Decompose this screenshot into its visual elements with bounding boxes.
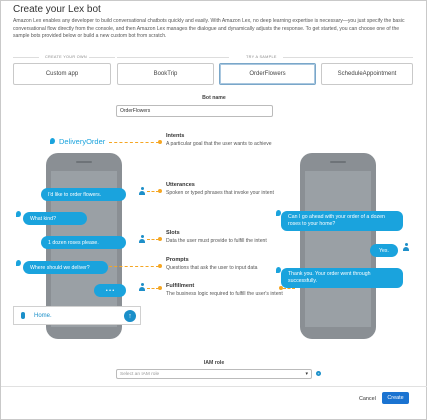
create-button[interactable]: Create <box>382 392 409 404</box>
chat-bubble-user: Yes. <box>370 244 398 257</box>
chat-bubble-bot: Thank you. Your order went through successfully. <box>281 268 403 288</box>
microphone-icon[interactable] <box>21 312 25 319</box>
annotation-intents-title: Intents <box>166 133 185 139</box>
user-icon <box>139 187 145 195</box>
phone-speaker <box>76 161 92 163</box>
annotation-dot <box>158 264 162 268</box>
annotation-dot <box>158 140 162 144</box>
connector-line <box>283 288 295 289</box>
section-label-create-own: CREATE YOUR OWN <box>45 55 87 59</box>
intent-name-label: DeliveryOrder <box>59 137 106 146</box>
annotation-dot <box>158 237 162 241</box>
annotation-dot <box>158 189 162 193</box>
typing-indicator: • • • <box>94 284 126 297</box>
iam-role-label: IAM role <box>203 360 225 366</box>
annotation-utterances-title: Utterances <box>166 182 195 188</box>
cancel-button[interactable]: Cancel <box>359 396 376 402</box>
custom-app-button[interactable]: Custom app <box>13 63 111 85</box>
page-description: Amazon Lex enables any developer to build conversational chatbots quickly and easily. With Amazon Lex, no deep learning expertise is necessary—you just specify the basic conversational flow directly from the console, and then Amazon Lex manages the dialogue and dynamically adjusts the response. To get started, you can choose one of the sample bots provided below or build a new custom bot from scratch. <box>13 18 405 40</box>
chat-bubble-user: 1 dozen roses please. <box>41 236 126 249</box>
user-icon <box>403 243 409 251</box>
chat-bubble-bot: Where should we deliver? <box>23 261 108 274</box>
annotation-prompts-title: Prompts <box>166 257 189 263</box>
iam-role-select[interactable] <box>116 369 312 379</box>
user-icon <box>139 283 145 291</box>
section-label-try-sample: TRY A SAMPLE <box>246 55 277 59</box>
annotation-prompts-text: Questions that ask the user to input data <box>166 265 258 271</box>
phone-screen <box>305 171 371 327</box>
connector-line <box>109 266 159 267</box>
sample-scheduleappointment-button[interactable]: ScheduleAppointment <box>321 63 413 85</box>
chevron-down-icon: ▾ <box>305 371 308 377</box>
divider <box>13 57 39 58</box>
chat-input[interactable] <box>13 306 141 325</box>
chat-input-text: Home. <box>34 312 52 319</box>
right-phone-illustration <box>300 153 376 339</box>
annotation-fulfillment-text: The business logic required to fulfill the user's intent <box>166 291 283 297</box>
chat-bubble-user: I'd like to order flowers. <box>41 188 126 201</box>
annotation-dot <box>158 286 162 290</box>
bot-marker-icon <box>16 211 21 217</box>
annotation-fulfillment-title: Fulfillment <box>166 283 195 289</box>
bot-marker-icon <box>16 260 21 266</box>
divider <box>117 57 229 58</box>
user-icon <box>139 235 145 243</box>
annotation-slots-text: Data the user must provide to fulfill the intent <box>166 238 267 244</box>
annotation-intents-text: A particular goal that the user wants to achieve <box>166 141 272 147</box>
annotation-utterances-text: Spoken or typed phrases that invoke your intent <box>166 190 274 196</box>
divider <box>1 386 427 387</box>
phone-speaker <box>330 161 346 163</box>
chat-bubble-bot: Can I go ahead with your order of a dozen roses to your home? <box>281 211 403 231</box>
bot-name-input[interactable] <box>116 105 273 117</box>
page-title: Create your Lex bot <box>13 4 101 15</box>
divider <box>89 57 115 58</box>
send-arrow-icon[interactable]: ↑ <box>124 310 136 322</box>
chat-bubble-bot: What kind? <box>23 212 87 225</box>
intent-marker-icon <box>50 138 55 144</box>
bot-name-label: Bot name <box>202 95 226 101</box>
iam-role-placeholder: Select an IAM role <box>120 371 160 377</box>
sample-booktrip-button[interactable]: BookTrip <box>117 63 214 85</box>
connector-line <box>109 142 159 143</box>
sample-orderflowers-button[interactable]: OrderFlowers <box>219 63 316 85</box>
divider <box>283 57 413 58</box>
add-role-icon[interactable]: + <box>317 371 320 376</box>
annotation-slots-title: Slots <box>166 230 180 236</box>
